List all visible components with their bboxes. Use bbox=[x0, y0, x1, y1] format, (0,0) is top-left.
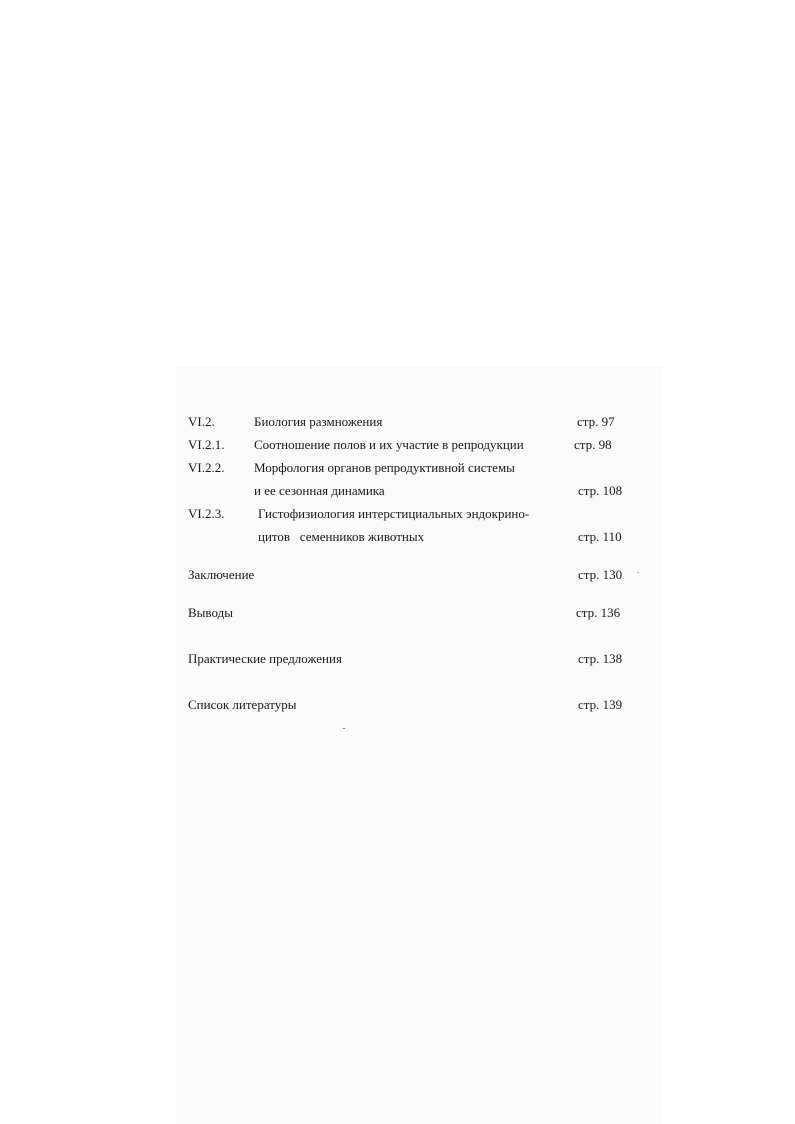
toc-section-title: Заключение bbox=[188, 567, 255, 582]
toc-entry-page: стр. 98 bbox=[574, 437, 612, 452]
toc-section-page: стр. 138 bbox=[578, 651, 623, 666]
toc-entry-page: стр. 97 bbox=[577, 414, 615, 429]
scan-speck bbox=[343, 728, 345, 729]
toc-section-page: стр. 139 bbox=[578, 697, 623, 712]
toc-entry-page: стр. 108 bbox=[578, 483, 623, 498]
toc-section-page: стр. 130 bbox=[578, 567, 623, 582]
toc-entry-title-continued: и ее сезонная динамика bbox=[254, 483, 385, 498]
toc-entry-title-continued: цитов семенников животных bbox=[258, 529, 425, 544]
toc-entry-title: Соотношение полов и их участие в репродукции bbox=[254, 437, 524, 452]
toc-section-page: стр. 136 bbox=[576, 605, 621, 620]
toc-entry-title: Биология размножения bbox=[254, 414, 383, 429]
toc-entry-number: VI.2.2. bbox=[188, 460, 225, 475]
toc-section-title: Список литературы bbox=[188, 697, 297, 712]
scan-speck bbox=[637, 572, 639, 573]
toc-entry-number: VI.2.1. bbox=[188, 437, 225, 452]
toc-section-title: Выводы bbox=[188, 605, 233, 620]
toc-entry-number: VI.2.3. bbox=[188, 506, 225, 521]
toc-entry-title: Гистофизиология интерстициальных эндокрино- bbox=[258, 506, 530, 521]
toc-entry-number: VI.2. bbox=[188, 414, 215, 429]
toc-entry-page: стр. 110 bbox=[578, 529, 622, 544]
toc-section-title: Практические предложения bbox=[188, 651, 342, 666]
toc-entry-title: Морфология органов репродуктивной системы bbox=[254, 460, 515, 475]
